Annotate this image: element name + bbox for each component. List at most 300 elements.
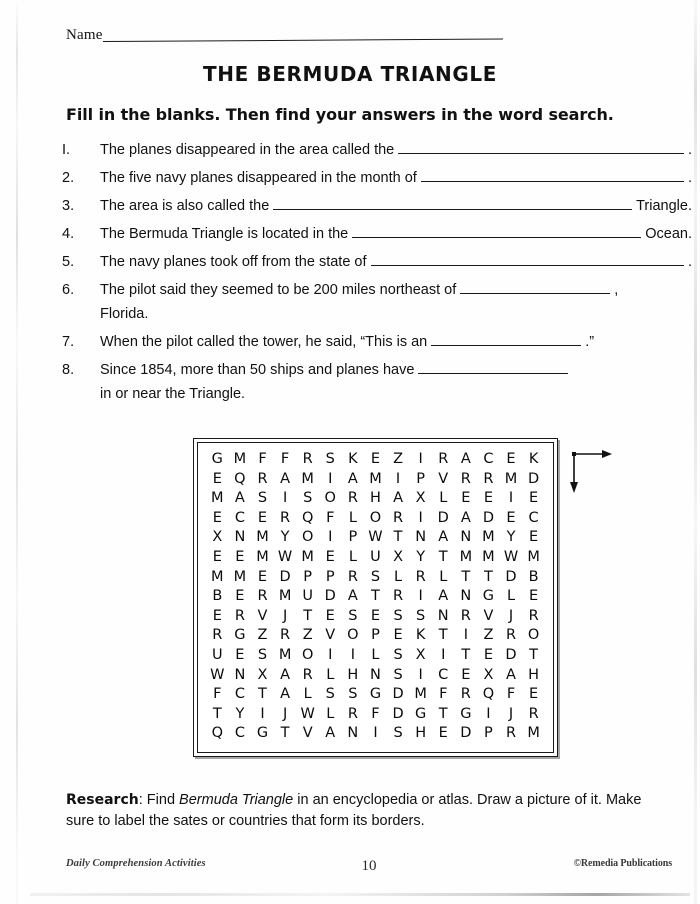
word-search-cell[interactable]: T (529, 646, 539, 663)
word-search-cell[interactable]: E (325, 607, 335, 624)
word-search-cell[interactable]: V (302, 725, 313, 742)
word-search-cell[interactable]: A (347, 470, 358, 487)
word-search-cell[interactable]: A (460, 451, 471, 467)
word-search-cell[interactable]: I (418, 509, 423, 526)
question-tail-text: Triangle. (636, 198, 692, 214)
word-search-cell[interactable]: I (441, 646, 446, 663)
word-search-cell[interactable]: S (393, 646, 403, 663)
word-search-cell[interactable]: Q (301, 509, 314, 526)
word-search-cell[interactable]: D (392, 686, 404, 703)
word-search-box (193, 438, 558, 757)
word-search-cell[interactable]: T (280, 725, 290, 742)
name-label: Name (66, 27, 103, 43)
word-search-cell[interactable]: M (459, 548, 473, 565)
word-search-cell[interactable]: M (527, 548, 540, 565)
word-search-cell[interactable]: M (278, 646, 292, 663)
word-search-cell[interactable]: W (368, 529, 383, 546)
word-search-cell[interactable]: G (415, 705, 427, 722)
word-search-cell[interactable]: I (328, 529, 333, 546)
word-search-cell[interactable]: T (483, 568, 493, 585)
word-search-cell[interactable]: A (506, 666, 516, 683)
question-tail-text: , (614, 282, 619, 298)
word-search-cell[interactable]: I (328, 646, 333, 663)
word-search-cell[interactable]: P (416, 470, 426, 487)
research-line2: Make sure to label the sates or countries that form its borders. (66, 792, 642, 829)
word-search-cell[interactable]: E (235, 646, 245, 663)
word-search-cell[interactable]: T (258, 686, 267, 703)
word-search-cell[interactable]: M (301, 470, 314, 487)
question-body (100, 250, 692, 274)
word-search-cell[interactable]: M (482, 529, 495, 546)
word-search-cell[interactable]: R (528, 705, 539, 722)
word-search-cell[interactable]: R (347, 490, 358, 507)
word-search-cell[interactable]: X (415, 490, 426, 507)
word-search-cell[interactable]: X (415, 646, 426, 663)
word-search-cell[interactable]: J (508, 705, 514, 722)
word-search-cell[interactable]: E (461, 666, 471, 683)
word-search-cell[interactable]: I (418, 451, 423, 467)
arrow-right-down-icon (570, 448, 616, 498)
word-search-cell[interactable]: I (373, 725, 378, 742)
word-search-cell[interactable]: T (303, 607, 313, 624)
word-search-cell[interactable]: P (303, 568, 313, 585)
word-search-cell[interactable]: L (348, 509, 357, 526)
word-search-cell[interactable]: D (482, 509, 494, 526)
word-search-cell[interactable]: W (210, 666, 225, 683)
word-search-cell[interactable]: Y (506, 529, 516, 546)
word-search-cell[interactable]: O (527, 627, 540, 644)
word-search-cell[interactable]: L (506, 588, 516, 605)
word-search-cell[interactable]: G (460, 705, 472, 722)
question-body (100, 138, 692, 162)
word-search-cell[interactable]: Y (235, 705, 245, 722)
word-search-cell[interactable]: R (302, 666, 313, 683)
word-search-cell[interactable]: D (460, 725, 472, 742)
word-search-cell[interactable]: R (505, 627, 517, 644)
word-search-cell[interactable]: E (212, 607, 222, 624)
word-search-cell[interactable]: R (212, 627, 223, 644)
word-search-cell[interactable]: T (393, 529, 403, 546)
word-search-cell[interactable]: F (213, 686, 222, 703)
word-search-cell[interactable]: Q (482, 686, 495, 703)
word-search-cell[interactable]: M (256, 529, 269, 546)
word-search-cell[interactable]: G (482, 588, 495, 605)
answer-blank[interactable] (273, 194, 632, 210)
word-search-cell[interactable]: N (460, 529, 472, 546)
word-search-cell[interactable]: M (256, 548, 269, 565)
word-search-cell[interactable]: I (350, 646, 355, 663)
word-search-cell[interactable]: R (460, 470, 471, 487)
word-search-cell[interactable]: R (302, 451, 313, 467)
question-text: The Bermuda Triangle is located in the (100, 226, 349, 242)
word-search-cell[interactable]: K (415, 627, 426, 644)
word-search-cell[interactable]: Y (416, 548, 426, 565)
question-body (100, 166, 692, 190)
research-label: Research (66, 792, 139, 808)
word-search-cell[interactable]: A (234, 490, 245, 507)
word-search-cell[interactable]: I (395, 470, 401, 487)
word-search-cell[interactable]: R (483, 470, 494, 487)
question-tail-text: . (687, 254, 692, 270)
word-search-cell[interactable]: N (234, 666, 246, 683)
word-search-cell[interactable]: O (301, 529, 314, 546)
question-number: 8. (62, 362, 75, 378)
word-search-cell[interactable]: K (528, 451, 539, 467)
word-search-cell[interactable]: S (325, 451, 335, 467)
scan-edge-bottom (30, 893, 690, 896)
research-section (66, 790, 666, 832)
answer-blank[interactable] (460, 278, 610, 294)
word-search-cell[interactable]: C (234, 509, 245, 526)
question-item (62, 138, 692, 162)
word-search-cell[interactable]: A (280, 666, 291, 683)
word-search-cell[interactable]: E (212, 548, 222, 565)
research-part2: in an encyclopedia or atlas. Draw a picture of it. (297, 792, 602, 808)
word-search-cell[interactable]: B (212, 588, 223, 605)
word-search-cell[interactable]: M (211, 490, 224, 507)
word-search-cell[interactable]: R (393, 509, 404, 526)
research-part1: Find (146, 792, 176, 808)
word-search-cell[interactable]: E (461, 490, 471, 507)
word-search-cell[interactable]: O (301, 646, 314, 663)
word-search-cell[interactable]: E (212, 470, 222, 487)
word-search-cell[interactable]: E (506, 451, 516, 467)
word-search-cell[interactable]: G (256, 725, 269, 742)
word-search-cell[interactable]: T (371, 588, 380, 605)
word-search-cell[interactable]: L (394, 568, 403, 585)
word-search-cell[interactable]: C (234, 725, 245, 742)
word-search-cell[interactable]: T (212, 705, 222, 722)
word-search-cell[interactable]: M (482, 548, 495, 565)
question-body (100, 330, 692, 354)
question-text: The navy planes took off from the state of (100, 254, 367, 270)
word-search-cell[interactable]: P (484, 725, 493, 742)
word-search-cell[interactable]: D (505, 646, 517, 663)
question-text: The planes disappeared in the area called the (100, 142, 395, 158)
word-search-cell[interactable]: R (347, 568, 358, 585)
word-search-cell[interactable]: A (438, 529, 449, 546)
word-search-cell[interactable]: W (277, 548, 293, 565)
word-search-cell[interactable]: S (416, 607, 426, 624)
word-search-cell[interactable]: R (415, 568, 426, 585)
word-search-cell[interactable]: S (303, 490, 313, 507)
word-search-cell[interactable]: X (393, 548, 404, 565)
question-tail-text: . (687, 170, 692, 186)
word-search-cell[interactable]: I (260, 705, 265, 722)
question-number: I. (62, 142, 71, 158)
question-continuation-text: in or near the Triangle. (100, 386, 246, 402)
word-search-cell[interactable]: I (282, 490, 288, 507)
word-search-cell[interactable]: I (463, 627, 468, 644)
word-search-cell[interactable]: E (370, 607, 381, 624)
word-search-cell[interactable]: L (326, 705, 335, 722)
direction-arrows-icon (570, 448, 616, 498)
word-search-cell[interactable]: R (347, 705, 358, 722)
word-search-cell[interactable]: R (438, 451, 449, 467)
word-search-cell[interactable]: Z (257, 627, 268, 644)
word-search-cell[interactable]: Z (302, 627, 313, 644)
word-search-cell[interactable]: S (325, 686, 335, 703)
word-search-cell[interactable]: E (325, 548, 335, 565)
word-search-cell[interactable]: E (483, 490, 493, 507)
word-search-cell[interactable]: R (257, 470, 268, 487)
word-search-cell[interactable]: M (233, 451, 247, 467)
word-search-cell[interactable]: V (483, 607, 494, 624)
word-search-cell[interactable]: N (370, 666, 381, 683)
answer-blank[interactable] (398, 138, 684, 154)
word-search-cell[interactable]: A (347, 588, 358, 605)
question-number: 4. (62, 226, 75, 242)
word-search-cell[interactable]: H (415, 725, 427, 742)
question-number: 6. (62, 282, 75, 298)
word-search-cell[interactable]: Z (483, 627, 494, 644)
word-search-cell[interactable]: M (504, 470, 518, 487)
question-tail-text: Ocean. (645, 226, 692, 242)
word-search-cell[interactable]: E (529, 490, 539, 507)
word-search-cell[interactable]: A (438, 588, 449, 605)
word-search-cell[interactable]: I (328, 470, 333, 487)
answer-blank[interactable] (418, 358, 568, 374)
word-search-cell[interactable]: K (348, 451, 358, 467)
word-search-cell[interactable]: E (393, 627, 403, 644)
word-search-cell[interactable]: X (257, 666, 268, 683)
answer-blank[interactable] (431, 330, 581, 346)
name-write-line[interactable] (103, 39, 503, 42)
word-search-cell[interactable]: V (438, 470, 449, 487)
word-search-cell[interactable]: X (212, 529, 223, 546)
word-search-cell[interactable]: H (347, 666, 359, 683)
question-text: The pilot said they seemed to be 200 miles northeast of (100, 282, 457, 298)
word-search-cell[interactable]: D (528, 470, 540, 487)
question-number: 7. (62, 334, 75, 350)
word-search-cell[interactable]: M (211, 568, 224, 585)
word-search-cell[interactable]: E (529, 588, 539, 605)
word-search-cell[interactable]: R (528, 607, 539, 624)
question-tail-text: .” (585, 334, 595, 350)
word-search-cell[interactable]: N (437, 607, 449, 624)
word-search-cell[interactable]: C (234, 686, 245, 703)
word-search-cell[interactable]: B (528, 568, 539, 585)
word-search-cell[interactable]: I (486, 705, 491, 722)
question-text: The area is also called the (100, 198, 270, 214)
word-search-cell[interactable]: G (211, 451, 223, 467)
word-search-cell[interactable]: R (280, 509, 291, 526)
instructions-text: Fill in the blanks. Then find your answers in the word search. (66, 105, 614, 124)
word-search-cell[interactable]: N (347, 725, 359, 742)
research-italic-term: Bermuda Triangle (179, 792, 294, 808)
word-search-cell[interactable]: N (234, 529, 246, 546)
word-search-cell[interactable]: C (528, 509, 539, 526)
page-number: 10 (361, 858, 377, 874)
word-search-cell[interactable]: R (393, 588, 404, 605)
word-search-cell[interactable]: A (280, 686, 291, 703)
word-search-cell[interactable]: A (393, 490, 403, 507)
word-search-cell[interactable]: E (370, 451, 381, 467)
word-search-cell[interactable]: A (325, 725, 336, 742)
word-search-cell[interactable]: G (369, 686, 382, 703)
word-search-inner-border (197, 442, 554, 753)
footer-series-title: Daily Comprehension Activities (66, 858, 206, 869)
question-item (62, 166, 692, 190)
word-search-cell[interactable]: F (506, 686, 516, 703)
word-search-cell[interactable]: R (257, 588, 268, 605)
question-continuation-text: Florida. (100, 306, 149, 322)
word-search-cell[interactable]: V (257, 607, 268, 624)
word-search-cell[interactable]: F (280, 451, 290, 467)
word-search-cell[interactable]: S (348, 607, 358, 624)
word-search-cell[interactable]: O (369, 509, 382, 526)
word-search-cell[interactable]: F (439, 686, 448, 703)
word-search-cell[interactable]: Y (280, 529, 290, 546)
word-search-cell[interactable]: J (508, 607, 514, 624)
word-search-cell[interactable]: A (280, 470, 291, 487)
name-field-row (66, 28, 503, 44)
word-search-cell[interactable]: M (414, 686, 427, 703)
word-search-cell[interactable]: D (505, 568, 517, 585)
question-text: The five navy planes disappeared in the month of (100, 170, 417, 186)
word-search-cell[interactable]: H (528, 666, 540, 683)
word-search-cell[interactable]: E (506, 509, 516, 526)
word-search-cell[interactable]: R (505, 725, 517, 742)
research-colon: : (138, 792, 143, 808)
word-search-cell[interactable]: E (529, 529, 539, 546)
word-search-cell[interactable]: S (257, 490, 268, 507)
word-search-cell[interactable]: E (438, 725, 448, 742)
word-search-cell[interactable]: I (418, 588, 423, 605)
word-search-cell[interactable]: S (393, 725, 403, 742)
word-search-cell[interactable]: Q (234, 470, 246, 487)
word-search-cell[interactable]: L (326, 666, 335, 683)
word-search-cell[interactable]: E (235, 588, 245, 605)
question-tail-text: . (687, 142, 692, 158)
word-search-cell[interactable]: P (348, 529, 358, 546)
word-search-cell[interactable]: I (508, 490, 514, 507)
footer-copyright: ©Remedia Publications (573, 858, 672, 869)
word-search-cell[interactable]: W (503, 548, 519, 565)
word-search-cell[interactable]: O (347, 627, 359, 644)
question-item (62, 358, 692, 406)
page-title: THE BERMUDA TRIANGLE (202, 62, 498, 86)
word-search-cell[interactable]: D (392, 705, 404, 722)
word-search-grid[interactable] (206, 450, 545, 744)
word-search-cell[interactable]: R (234, 607, 245, 624)
page-footer (66, 858, 672, 874)
word-search-cell[interactable]: M (527, 725, 540, 742)
word-search-cell[interactable]: L (371, 646, 380, 663)
word-search-cell[interactable]: E (483, 646, 493, 663)
question-item (62, 330, 692, 354)
word-search-cell[interactable]: L (348, 548, 357, 565)
word-search-cell[interactable]: Q (211, 725, 223, 742)
word-search-cell[interactable]: U (302, 588, 313, 605)
word-search-cell[interactable]: N (460, 588, 472, 605)
word-search-cell[interactable]: G (234, 627, 246, 644)
word-search-cell[interactable]: X (483, 666, 494, 683)
question-item (62, 222, 692, 246)
word-search-cell[interactable]: F (258, 451, 267, 467)
word-search-cell[interactable]: E (529, 686, 539, 703)
word-search-cell[interactable]: T (461, 568, 471, 585)
question-body (100, 358, 692, 406)
word-search-cell[interactable]: M (233, 568, 247, 585)
question-number: 3. (62, 198, 75, 214)
word-search-cell[interactable]: A (460, 509, 471, 526)
word-search-cell[interactable]: L (303, 686, 312, 703)
word-search-cell[interactable]: F (371, 705, 380, 722)
word-search-cell[interactable]: R (280, 627, 291, 644)
scan-edge-right (694, 0, 697, 904)
word-search-cell[interactable]: Z (393, 451, 404, 467)
question-item (62, 194, 692, 218)
word-search-cell[interactable]: T (438, 627, 448, 644)
word-search-cell[interactable]: D (279, 568, 291, 585)
word-search-cell[interactable]: U (211, 646, 223, 663)
word-search-cell[interactable]: T (461, 646, 471, 663)
question-text: When the pilot called the tower, he said, “This is an (100, 334, 428, 350)
questions-list (62, 138, 692, 410)
word-search-cell[interactable]: D (324, 588, 336, 605)
word-search-outer-border (193, 438, 558, 757)
word-search-cell[interactable]: U (370, 548, 381, 565)
word-search-cell[interactable]: M (301, 548, 314, 565)
question-body (100, 222, 692, 246)
question-body (100, 278, 692, 326)
word-search-cell[interactable]: N (415, 529, 427, 546)
question-text: Since 1854, more than 50 ships and planes have (100, 362, 415, 378)
word-search-cell[interactable]: V (325, 627, 336, 644)
answer-blank[interactable] (421, 166, 684, 182)
scan-edge-left (16, 0, 18, 904)
word-search-cell[interactable]: E (212, 509, 222, 526)
word-search-cell[interactable]: F (326, 509, 335, 526)
word-search-cell[interactable]: W (300, 705, 315, 722)
word-search-cell[interactable]: C (483, 451, 494, 467)
word-search-cell[interactable]: L (439, 490, 448, 507)
word-search-cell[interactable]: J (282, 705, 288, 722)
word-search-cell[interactable]: J (282, 607, 288, 624)
word-search-cell[interactable]: D (437, 509, 449, 526)
word-search-cell[interactable]: S (370, 568, 381, 585)
word-search-cell[interactable]: H (370, 490, 381, 507)
word-search-cell[interactable]: E (257, 568, 268, 585)
question-number: 5. (62, 254, 75, 270)
word-search-cell[interactable]: L (439, 568, 448, 585)
word-search-cell[interactable]: T (438, 548, 448, 565)
word-search-cell[interactable]: P (371, 627, 380, 644)
question-item (62, 278, 692, 326)
word-search-cell[interactable]: I (418, 666, 423, 683)
answer-blank[interactable] (352, 222, 641, 238)
word-search-cell[interactable]: P (325, 568, 335, 585)
word-search-cell[interactable]: R (460, 686, 471, 703)
word-search-cell[interactable]: E (235, 548, 245, 565)
word-search-cell[interactable]: S (393, 607, 403, 624)
question-number: 2. (62, 170, 75, 186)
word-search-cell[interactable]: M (278, 588, 292, 605)
word-search-cell[interactable]: S (257, 646, 268, 663)
question-body (100, 194, 692, 218)
word-search-cell[interactable]: R (460, 607, 471, 624)
word-search-cell[interactable]: T (438, 705, 448, 722)
word-search-cell[interactable]: M (369, 470, 382, 487)
word-search-cell[interactable]: O (324, 490, 336, 507)
word-search-cell[interactable]: S (348, 686, 358, 703)
answer-blank[interactable] (371, 250, 684, 266)
question-item (62, 250, 692, 274)
word-search-cell[interactable]: S (393, 666, 403, 683)
word-search-cell[interactable]: E (257, 509, 268, 526)
word-search-cell[interactable]: C (438, 666, 449, 683)
